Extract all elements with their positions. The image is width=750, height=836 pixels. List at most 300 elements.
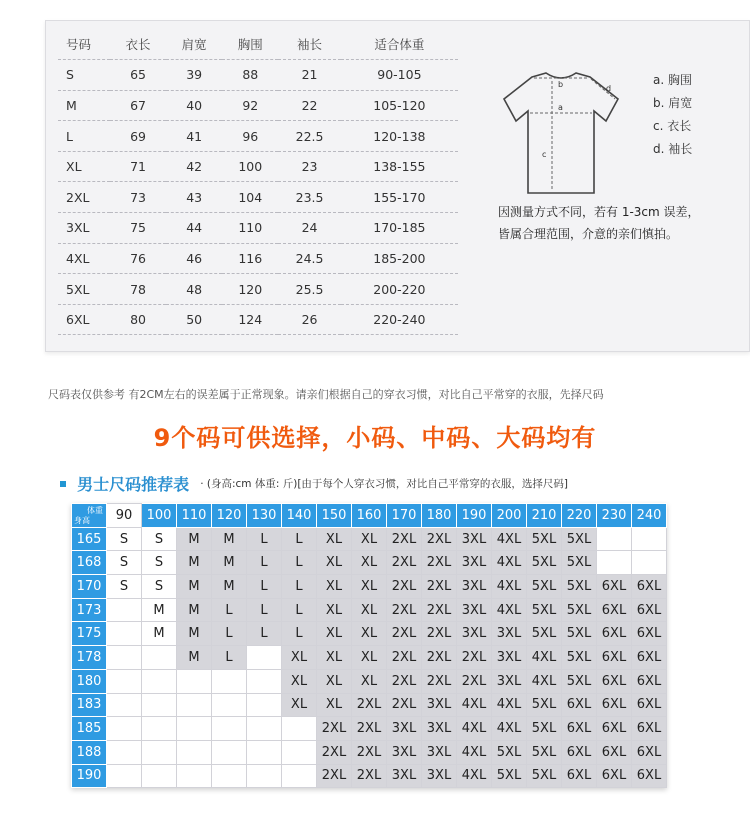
- size-cell: [632, 551, 667, 575]
- size-cell: S: [107, 527, 142, 551]
- size-cell: 2XL: [457, 669, 492, 693]
- height-header-cell: 175: [72, 622, 107, 646]
- mark-a: a: [558, 103, 563, 112]
- note-line-2: 皆属合理范围，介意的亲们慎拍。: [498, 227, 679, 241]
- size-disclaimer: 尺码表仅供参考 有2CM左右的误差属于正常现象。请亲们根据自己的穿衣习惯，对比自己平常穿的衣服，先择尺码: [48, 388, 604, 401]
- size-cell: [142, 693, 177, 717]
- size-cell: [247, 740, 282, 764]
- weight-header-cell: 90: [107, 504, 142, 528]
- size-cell: 3XL: [387, 717, 422, 741]
- size-cell: M: [212, 527, 247, 551]
- size-cell: L: [282, 622, 317, 646]
- height-header-cell: 173: [72, 598, 107, 622]
- height-row: [72, 575, 667, 599]
- weight-header-cell: 130: [247, 504, 282, 528]
- spec-size-cell: XL: [58, 151, 110, 182]
- size-cell: 4XL: [492, 693, 527, 717]
- size-cell: [107, 740, 142, 764]
- height-row: [72, 622, 667, 646]
- size-cell: [142, 669, 177, 693]
- size-cell: [177, 764, 212, 788]
- spec-value-cell: 88: [222, 60, 278, 91]
- size-cell: [107, 669, 142, 693]
- measurement-note: [498, 201, 718, 245]
- size-cell: 5XL: [527, 717, 562, 741]
- height-row: [72, 598, 667, 622]
- size-cell: 5XL: [492, 764, 527, 788]
- size-cell: 2XL: [422, 669, 457, 693]
- size-cell: 6XL: [597, 669, 632, 693]
- spec-value-cell: 22: [278, 90, 340, 121]
- size-cell: XL: [317, 622, 352, 646]
- size-cell: 5XL: [527, 598, 562, 622]
- size-cell: 2XL: [422, 551, 457, 575]
- size-cell: S: [107, 575, 142, 599]
- size-spec-table: [58, 29, 458, 335]
- men-chart-heading: [60, 472, 568, 495]
- size-cell: [177, 740, 212, 764]
- spec-value-cell: 65: [110, 60, 166, 91]
- spec-value-cell: 76: [110, 243, 166, 274]
- size-cell: XL: [352, 646, 387, 670]
- size-cell: L: [282, 551, 317, 575]
- size-cell: 6XL: [597, 740, 632, 764]
- size-cell: [282, 740, 317, 764]
- spec-row: [58, 274, 458, 305]
- spec-size-cell: 4XL: [58, 243, 110, 274]
- size-cell: L: [212, 622, 247, 646]
- size-cell: L: [282, 598, 317, 622]
- size-cell: 6XL: [632, 717, 667, 741]
- size-cell: 6XL: [562, 717, 597, 741]
- size-cell: 5XL: [492, 740, 527, 764]
- size-cell: [597, 551, 632, 575]
- mark-c: c: [542, 150, 547, 159]
- sleeve-measure-line: [591, 79, 615, 99]
- size-cell: 2XL: [317, 740, 352, 764]
- weight-header-cell: 140: [282, 504, 317, 528]
- spec-header-row: [58, 29, 458, 60]
- spec-value-cell: 105-120: [341, 90, 458, 121]
- size-cell: L: [247, 575, 282, 599]
- spec-size-cell: L: [58, 121, 110, 152]
- size-cell: [142, 717, 177, 741]
- size-cell: 2XL: [422, 527, 457, 551]
- size-cell: 3XL: [387, 740, 422, 764]
- size-cell: 2XL: [457, 646, 492, 670]
- size-cell: 5XL: [527, 740, 562, 764]
- spec-value-cell: 44: [166, 213, 222, 244]
- spec-value-cell: 124: [222, 304, 278, 335]
- spec-row: [58, 90, 458, 121]
- size-cell: [247, 693, 282, 717]
- size-cell: 2XL: [352, 740, 387, 764]
- grid-corner-cell: [72, 504, 107, 528]
- size-cell: 5XL: [562, 669, 597, 693]
- size-cell: 5XL: [562, 551, 597, 575]
- spec-value-cell: 75: [110, 213, 166, 244]
- size-cell: 6XL: [632, 622, 667, 646]
- size-cell: [107, 764, 142, 788]
- spec-value-cell: 48: [166, 274, 222, 305]
- height-row: [72, 693, 667, 717]
- height-row: [72, 764, 667, 788]
- height-row: [72, 551, 667, 575]
- size-cell: 6XL: [632, 646, 667, 670]
- weight-header-cell: 210: [527, 504, 562, 528]
- size-cell: [107, 622, 142, 646]
- size-cell: 4XL: [492, 717, 527, 741]
- size-cell: 2XL: [422, 622, 457, 646]
- spec-value-cell: 96: [222, 121, 278, 152]
- corner-height-label: 身高: [74, 515, 90, 525]
- size-cell: [597, 527, 632, 551]
- spec-value-cell: 42: [166, 151, 222, 182]
- spec-value-cell: 21: [278, 60, 340, 91]
- size-cell: XL: [317, 646, 352, 670]
- size-cell: 6XL: [562, 740, 597, 764]
- size-cell: [177, 693, 212, 717]
- corner-weight-label: 体重: [87, 506, 103, 515]
- spec-value-cell: 67: [110, 90, 166, 121]
- spec-value-cell: 23: [278, 151, 340, 182]
- size-cell: 5XL: [527, 622, 562, 646]
- legend-length: c. 衣长: [653, 119, 692, 133]
- size-cell: XL: [282, 646, 317, 670]
- weight-header-cell: 170: [387, 504, 422, 528]
- size-cell: 6XL: [632, 740, 667, 764]
- men-chart-subtitle: · (身高:cm 体重: 斤)[由于每个人穿衣习惯，对比自己平常穿的衣服，选择尺码]: [200, 478, 569, 490]
- size-cell: S: [107, 551, 142, 575]
- size-cell: M: [212, 575, 247, 599]
- size-cell: 3XL: [492, 646, 527, 670]
- spec-value-cell: 120: [222, 274, 278, 305]
- size-cell: 2XL: [387, 575, 422, 599]
- size-cell: 2XL: [352, 764, 387, 788]
- weight-header-cell: 160: [352, 504, 387, 528]
- height-header-cell: 168: [72, 551, 107, 575]
- size-cell: [142, 764, 177, 788]
- size-cell: 6XL: [632, 598, 667, 622]
- height-header-cell: 185: [72, 717, 107, 741]
- height-header-cell: 165: [72, 527, 107, 551]
- size-cell: 6XL: [562, 693, 597, 717]
- size-cell: 5XL: [527, 693, 562, 717]
- size-cell: 3XL: [422, 717, 457, 741]
- legend-shoulder: b. 肩宽: [653, 96, 693, 110]
- size-cell: XL: [352, 598, 387, 622]
- spec-value-cell: 71: [110, 151, 166, 182]
- spec-row: [58, 121, 458, 152]
- spec-row: [58, 151, 458, 182]
- size-cell: 6XL: [597, 717, 632, 741]
- weight-header-cell: 150: [317, 504, 352, 528]
- size-cell: [282, 764, 317, 788]
- spec-value-cell: 92: [222, 90, 278, 121]
- size-cell: M: [142, 622, 177, 646]
- height-row: [72, 527, 667, 551]
- size-cell: XL: [352, 527, 387, 551]
- height-header-cell: 190: [72, 764, 107, 788]
- size-cell: XL: [282, 693, 317, 717]
- size-spec-panel: [45, 20, 750, 352]
- height-row: [72, 646, 667, 670]
- size-cell: 3XL: [492, 669, 527, 693]
- size-cell: L: [212, 646, 247, 670]
- weight-header-cell: 200: [492, 504, 527, 528]
- spec-row: [58, 60, 458, 91]
- height-header-cell: 170: [72, 575, 107, 599]
- size-cell: [142, 646, 177, 670]
- size-cell: 6XL: [632, 693, 667, 717]
- size-cell: 2XL: [387, 551, 422, 575]
- size-cell: XL: [317, 598, 352, 622]
- size-cell: M: [177, 598, 212, 622]
- size-cell: 4XL: [492, 575, 527, 599]
- size-cell: 5XL: [527, 551, 562, 575]
- weight-header-cell: 230: [597, 504, 632, 528]
- size-cell: 2XL: [387, 622, 422, 646]
- size-cell: M: [177, 551, 212, 575]
- size-cell: 4XL: [492, 527, 527, 551]
- weight-header-cell: 220: [562, 504, 597, 528]
- size-cell: [247, 669, 282, 693]
- spec-value-cell: 170-185: [341, 213, 458, 244]
- size-cell: 3XL: [422, 740, 457, 764]
- weight-header-cell: 120: [212, 504, 247, 528]
- size-cell: L: [212, 598, 247, 622]
- size-cell: [212, 669, 247, 693]
- size-cell: 3XL: [457, 527, 492, 551]
- size-cell: [247, 717, 282, 741]
- mark-b: b: [558, 80, 564, 89]
- size-cell: [107, 598, 142, 622]
- height-header-cell: 180: [72, 669, 107, 693]
- size-cell: 3XL: [492, 622, 527, 646]
- size-cell: XL: [352, 669, 387, 693]
- size-cell: 2XL: [317, 717, 352, 741]
- legend-sleeve: d. 袖长: [653, 142, 693, 156]
- spec-value-cell: 24: [278, 213, 340, 244]
- size-cell: [107, 693, 142, 717]
- spec-value-cell: 23.5: [278, 182, 340, 213]
- spec-value-cell: 26: [278, 304, 340, 335]
- size-cell: 2XL: [387, 646, 422, 670]
- size-cell: 6XL: [632, 575, 667, 599]
- size-cell: 4XL: [457, 717, 492, 741]
- size-cell: 2XL: [387, 693, 422, 717]
- size-cell: 3XL: [457, 575, 492, 599]
- size-cell: [177, 717, 212, 741]
- spec-value-cell: 73: [110, 182, 166, 213]
- size-cell: 5XL: [562, 575, 597, 599]
- size-cell: XL: [352, 575, 387, 599]
- spec-value-cell: 138-155: [341, 151, 458, 182]
- size-cell: M: [212, 551, 247, 575]
- size-cell: 6XL: [597, 575, 632, 599]
- tshirt-measurement-diagram: [496, 69, 626, 199]
- size-cell: XL: [352, 622, 387, 646]
- size-cell: [212, 717, 247, 741]
- size-cell: 6XL: [597, 764, 632, 788]
- size-cell: 6XL: [632, 669, 667, 693]
- size-cell: 5XL: [562, 598, 597, 622]
- size-cell: 6XL: [597, 693, 632, 717]
- size-cell: 6XL: [597, 646, 632, 670]
- size-cell: 2XL: [387, 527, 422, 551]
- men-chart-title: 男士尺码推荐表: [77, 475, 190, 494]
- note-line-1: 因测量方式不同，若有 1-3cm 误差，: [498, 205, 700, 219]
- height-header-cell: 188: [72, 740, 107, 764]
- size-cell: M: [177, 575, 212, 599]
- weight-header-cell: 180: [422, 504, 457, 528]
- size-cell: 6XL: [597, 622, 632, 646]
- size-cell: XL: [352, 551, 387, 575]
- size-cell: [247, 764, 282, 788]
- spec-size-cell: M: [58, 90, 110, 121]
- size-cell: 5XL: [562, 527, 597, 551]
- size-cell: 2XL: [317, 764, 352, 788]
- height-header-cell: 183: [72, 693, 107, 717]
- spec-value-cell: 25.5: [278, 274, 340, 305]
- size-cell: L: [247, 622, 282, 646]
- size-cell: 2XL: [422, 575, 457, 599]
- size-cell: XL: [317, 551, 352, 575]
- size-cell: 2XL: [387, 669, 422, 693]
- height-row: [72, 669, 667, 693]
- height-row: [72, 740, 667, 764]
- size-cell: [632, 527, 667, 551]
- size-cell: 5XL: [527, 575, 562, 599]
- size-cell: 4XL: [457, 693, 492, 717]
- bullet-icon: [60, 481, 66, 487]
- spec-size-cell: 5XL: [58, 274, 110, 305]
- size-cell: 3XL: [387, 764, 422, 788]
- spec-value-cell: 200-220: [341, 274, 458, 305]
- spec-header-weight: 适合体重: [341, 29, 458, 60]
- weight-header-cell: 240: [632, 504, 667, 528]
- spec-header-chest: 胸围: [222, 29, 278, 60]
- size-cell: XL: [317, 669, 352, 693]
- size-cell: [212, 693, 247, 717]
- spec-value-cell: 39: [166, 60, 222, 91]
- spec-header-sleeve: 袖长: [278, 29, 340, 60]
- size-cell: M: [177, 527, 212, 551]
- spec-value-cell: 120-138: [341, 121, 458, 152]
- spec-value-cell: 50: [166, 304, 222, 335]
- size-cell: 5XL: [562, 646, 597, 670]
- size-cell: S: [142, 575, 177, 599]
- spec-size-cell: 3XL: [58, 213, 110, 244]
- size-cell: 2XL: [422, 598, 457, 622]
- spec-row: [58, 304, 458, 335]
- spec-value-cell: 40: [166, 90, 222, 121]
- size-cell: 4XL: [527, 646, 562, 670]
- spec-value-cell: 110: [222, 213, 278, 244]
- size-cell: 6XL: [562, 764, 597, 788]
- size-cell: 4XL: [527, 669, 562, 693]
- weight-header-row: [72, 504, 667, 528]
- size-cell: M: [177, 646, 212, 670]
- size-cell: 3XL: [457, 622, 492, 646]
- size-cell: 2XL: [352, 717, 387, 741]
- size-cell: 3XL: [422, 693, 457, 717]
- spec-value-cell: 24.5: [278, 243, 340, 274]
- size-cell: 2XL: [422, 646, 457, 670]
- size-cell: 5XL: [562, 622, 597, 646]
- weight-header-cell: 190: [457, 504, 492, 528]
- spec-size-cell: 2XL: [58, 182, 110, 213]
- height-row: [72, 717, 667, 741]
- spec-value-cell: 104: [222, 182, 278, 213]
- size-cell: L: [247, 598, 282, 622]
- size-cell: [212, 740, 247, 764]
- size-recommendation-grid: [71, 503, 667, 788]
- size-cell: 3XL: [457, 598, 492, 622]
- mark-d: d: [606, 84, 612, 93]
- spec-value-cell: 90-105: [341, 60, 458, 91]
- size-cell: 4XL: [492, 551, 527, 575]
- size-cell: 4XL: [492, 598, 527, 622]
- size-cell: 3XL: [422, 764, 457, 788]
- size-cell: 4XL: [457, 740, 492, 764]
- size-cell: S: [142, 527, 177, 551]
- size-cell: XL: [317, 693, 352, 717]
- spec-size-cell: 6XL: [58, 304, 110, 335]
- spec-header-shoulder: 肩宽: [166, 29, 222, 60]
- size-cell: 4XL: [457, 764, 492, 788]
- headline: 9个码可供选择，小码、中码、大码均有: [153, 424, 597, 452]
- size-cell: M: [177, 622, 212, 646]
- size-cell: [107, 646, 142, 670]
- spec-row: [58, 182, 458, 213]
- spec-value-cell: 46: [166, 243, 222, 274]
- size-cell: [142, 740, 177, 764]
- weight-header-cell: 100: [142, 504, 177, 528]
- spec-value-cell: 69: [110, 121, 166, 152]
- spec-value-cell: 220-240: [341, 304, 458, 335]
- size-cell: [247, 646, 282, 670]
- size-cell: 5XL: [527, 764, 562, 788]
- spec-row: [58, 213, 458, 244]
- size-cell: [177, 669, 212, 693]
- spec-header-length: 衣长: [110, 29, 166, 60]
- size-cell: M: [142, 598, 177, 622]
- size-cell: 2XL: [387, 598, 422, 622]
- size-cell: [212, 764, 247, 788]
- spec-value-cell: 43: [166, 182, 222, 213]
- size-cell: [282, 717, 317, 741]
- height-header-cell: 178: [72, 646, 107, 670]
- spec-header-size: 号码: [58, 29, 110, 60]
- spec-size-cell: S: [58, 60, 110, 91]
- spec-value-cell: 22.5: [278, 121, 340, 152]
- weight-header-cell: 110: [177, 504, 212, 528]
- size-cell: XL: [282, 669, 317, 693]
- legend-chest: a. 胸围: [653, 73, 692, 87]
- size-cell: L: [247, 527, 282, 551]
- size-cell: 5XL: [527, 527, 562, 551]
- size-cell: S: [142, 551, 177, 575]
- size-cell: 6XL: [597, 598, 632, 622]
- size-cell: 2XL: [352, 693, 387, 717]
- size-cell: XL: [317, 527, 352, 551]
- size-cell: 6XL: [632, 764, 667, 788]
- tshirt-outline: [504, 73, 618, 193]
- spec-value-cell: 155-170: [341, 182, 458, 213]
- size-cell: XL: [317, 575, 352, 599]
- size-cell: L: [282, 575, 317, 599]
